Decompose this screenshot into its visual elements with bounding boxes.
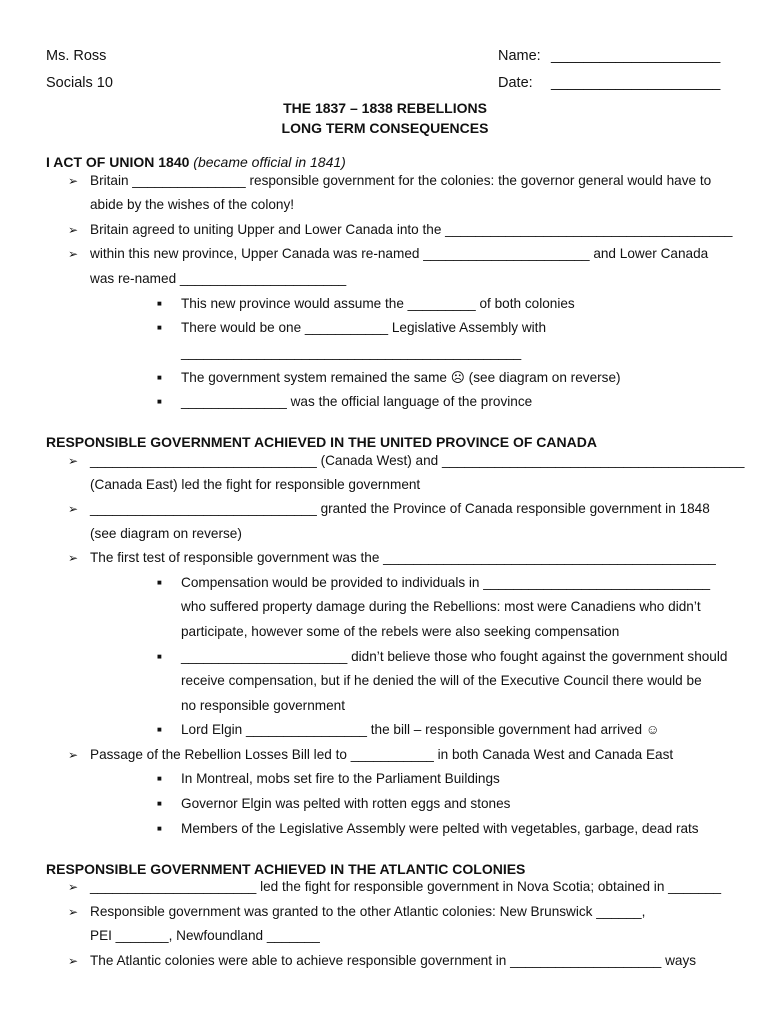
sub-list-item: There would be one ___________ Legislative Assembly with [181, 320, 547, 335]
list-item: ➢ Britain _______________ responsible government for the colonies: the governor general would have to [68, 173, 712, 188]
date-field[interactable]: _____________________ [551, 75, 721, 91]
arrow-bullet-icon: ➢ [68, 748, 79, 762]
square-bullet-icon: ■ [157, 652, 162, 661]
list-item: ➢ The Atlantic colonies were able to achieve responsible government in ____________________ ways [68, 953, 697, 968]
sub-list-item: Compensation would be provided to individuals in ______________________________ [181, 575, 711, 590]
sub-list-item-continued: participate, however some of the rebels were also seeking compensation [181, 624, 620, 639]
list-item: ➢ Passage of the Rebellion Losses Bill led to ___________ in both Canada West and Canada East [68, 747, 674, 762]
square-bullet-icon: ■ [157, 299, 162, 308]
arrow-bullet-icon: ➢ [68, 954, 79, 968]
list-item: ➢ ______________________ led the fight for responsible government in Nova Scotia; obtained in _______ [68, 879, 722, 894]
list-item: ➢ ______________________________ (Canada West) and ________________________________________ [68, 453, 745, 468]
section-1-heading [46, 155, 346, 169]
square-bullet-icon: ■ [157, 799, 162, 808]
square-bullet-icon: ■ [157, 824, 162, 833]
section-2-heading: RESPONSIBLE GOVERNMENT ACHIEVED IN THE UNITED PROVINCE OF CANADA [46, 434, 597, 450]
sub-list-item: Governor Elgin was pelted with rotten eggs and stones [181, 796, 511, 811]
section-3-heading: RESPONSIBLE GOVERNMENT ACHIEVED IN THE ATLANTIC COLONIES [46, 861, 526, 877]
arrow-bullet-icon: ➢ [68, 247, 79, 261]
list-item: ➢ within this new province, Upper Canada was re-named ______________________ and Lower Canada [68, 246, 709, 261]
sub-list-item-continued: _____________________________________________ [181, 345, 522, 360]
arrow-bullet-icon: ➢ [68, 174, 79, 188]
list-item: ➢ The first test of responsible government was the ____________________________________________ [68, 550, 716, 565]
square-bullet-icon: ■ [157, 397, 162, 406]
course-name: Socials 10 [46, 75, 113, 91]
sub-list-item-continued: receive compensation, but if he denied the will of the Executive Council there would be [181, 673, 702, 688]
name-field[interactable]: _____________________ [551, 48, 721, 64]
square-bullet-icon: ■ [157, 725, 162, 734]
sub-list-item: Members of the Legislative Assembly were pelted with vegetables, garbage, dead rats [181, 821, 699, 836]
list-item-continued: (see diagram on reverse) [90, 526, 242, 541]
square-bullet-icon: ■ [157, 774, 162, 783]
section-1-title: I ACT OF UNION 1840 [46, 154, 190, 170]
list-item-continued: PEI _______, Newfoundland _______ [90, 928, 320, 943]
sub-list-item: ______________ was the official language of the province [181, 394, 533, 409]
arrow-bullet-icon: ➢ [68, 223, 79, 237]
sub-list-item: In Montreal, mobs set fire to the Parliament Buildings [181, 771, 500, 786]
square-bullet-icon: ■ [157, 323, 162, 332]
sub-list-item-continued: no responsible government [181, 698, 345, 713]
square-bullet-icon: ■ [157, 578, 162, 587]
arrow-bullet-icon: ➢ [68, 454, 79, 468]
list-item: ➢ Britain agreed to uniting Upper and Lower Canada into the ______________________________________ [68, 222, 733, 237]
sub-list-item: This new province would assume the _________ of both colonies [181, 296, 575, 311]
list-item-continued: was re-named ______________________ [90, 271, 347, 286]
name-label: Name: [498, 48, 541, 64]
list-item: ➢ ______________________________ granted the Province of Canada responsible government in 1848 [68, 501, 710, 516]
arrow-bullet-icon: ➢ [68, 551, 79, 565]
sub-list-item: ______________________ didn’t believe those who fought against the government should [181, 649, 728, 664]
sub-list-item: Lord Elgin ________________ the bill – responsible government had arrived ☺ [181, 722, 660, 737]
sub-list-item-continued: who suffered property damage during the Rebellions: most were Canadiens who didn’t [181, 599, 701, 614]
teacher-name: Ms. Ross [46, 48, 107, 64]
arrow-bullet-icon: ➢ [68, 880, 79, 894]
section-1-note: (became official in 1841) [193, 154, 346, 170]
title-line-1: THE 1837 – 1838 REBELLIONS [283, 100, 487, 116]
list-item-continued: abide by the wishes of the colony! [90, 197, 295, 212]
list-item-continued: (Canada East) led the fight for responsible government [90, 477, 421, 492]
arrow-bullet-icon: ➢ [68, 905, 79, 919]
date-label: Date: [498, 75, 533, 91]
square-bullet-icon: ■ [157, 373, 162, 382]
list-item: ➢ Responsible government was granted to the other Atlantic colonies: New Brunswick ______, [68, 904, 646, 919]
title-line-2: LONG TERM CONSEQUENCES [281, 120, 489, 136]
arrow-bullet-icon: ➢ [68, 502, 79, 516]
sub-list-item: The government system remained the same ☹ (see diagram on reverse) [181, 370, 621, 385]
